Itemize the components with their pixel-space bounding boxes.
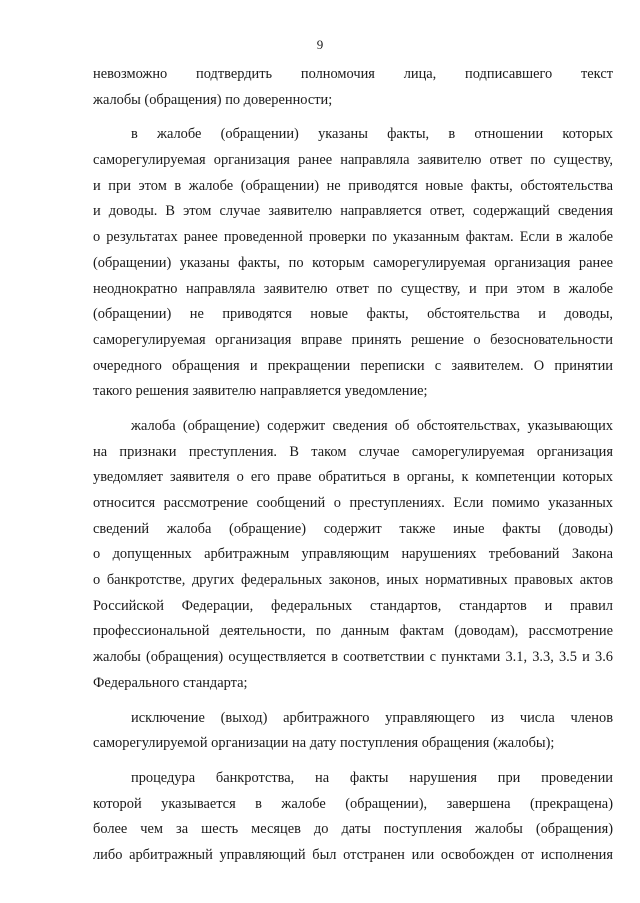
text-line: либо арбитражный управляющий был отстранен или освобожден от исполнения [93, 846, 613, 863]
text-line: саморегулируемая организация ранее направляла заявителю ответ по существу, [93, 152, 613, 169]
paragraph [93, 706, 613, 757]
text-line: очередного обращения и прекращении переписки с заявителем. О принятии [93, 357, 613, 374]
text-line: и при этом в жалобе (обращении) не приводятся новые факты, обстоятельства [93, 177, 613, 194]
paragraph-gap [93, 697, 613, 706]
text-line: исключение (выход) арбитражного управляющего из числа членов [131, 709, 613, 726]
text-line: сведений жалоба (обращение) содержит также иные факты (доводы) [93, 520, 613, 537]
text-line: (обращении) не приводятся новые факты, обстоятельства и доводы, [93, 306, 613, 323]
paragraph [93, 122, 613, 405]
text-line: такого решения заявителю направляется уведомление; [93, 383, 428, 400]
text-line: о результатах ранее проведенной проверки по указанным фактам. Если в жалобе [93, 229, 613, 246]
text-line: Российской Федерации, федеральных стандартов, стандартов и правил [93, 597, 613, 614]
text-line: которой указывается в жалобе (обращении), завершена (прекращена) [93, 795, 613, 812]
text-line: процедура банкротства, на факты нарушения при проведении [131, 769, 613, 786]
paragraph-gap [93, 113, 613, 122]
text-line: на признаки преступления. В таком случае саморегулируемая организация [93, 443, 613, 460]
text-line: и доводы. В этом случае заявителю направляется ответ, содержащий сведения [93, 203, 613, 220]
text-line: (обращении) указаны факты, по которым саморегулируемая организация ранее [93, 254, 613, 271]
text-line: относится рассмотрение сообщений о преступлениях. Если помимо указанных [93, 495, 613, 511]
paragraph-gap [93, 405, 613, 414]
text-line: более чем за шесть месяцев до даты поступления жалобы (обращения) [93, 821, 613, 838]
paragraph [93, 62, 613, 113]
paragraph [93, 766, 613, 869]
text-line: жалобы (обращения) по доверенности; [93, 91, 333, 108]
document-body [93, 62, 613, 869]
text-line: саморегулируемой организации на дату поступления обращения (жалобы); [93, 735, 555, 752]
text-line: профессиональной деятельности, по данным фактам (доводам), рассмотрение [93, 623, 613, 640]
text-line: неоднократно направляла заявителю ответ по существу, и при этом в жалобе [93, 280, 613, 297]
text-line: о банкротстве, других федеральных законов, иных нормативных правовых актов [93, 572, 613, 589]
text-line: жалобы (обращения) осуществляется в соответствии с пунктами 3.1, 3.3, 3.5 и 3.6 [93, 649, 613, 666]
page-number: 9 [316, 37, 324, 52]
text-line: в жалобе (обращении) указаны факты, в отношении которых [131, 126, 613, 143]
text-line: саморегулируемая организация вправе принять решение о безосновательности [93, 331, 613, 348]
paragraph-gap [93, 757, 613, 766]
text-line: о допущенных арбитражным управляющим нарушениях требований Закона [93, 546, 613, 563]
text-line: уведомляет заявителя о его праве обратиться в органы, к компетенции которых [93, 469, 613, 486]
text-line: жалоба (обращение) содержит сведения об обстоятельствах, указывающих [131, 417, 613, 434]
text-line: невозможно подтвердить полномочия лица, подписавшего текст [93, 66, 613, 82]
paragraph [93, 414, 613, 697]
text-line: Федерального стандарта; [93, 674, 248, 691]
